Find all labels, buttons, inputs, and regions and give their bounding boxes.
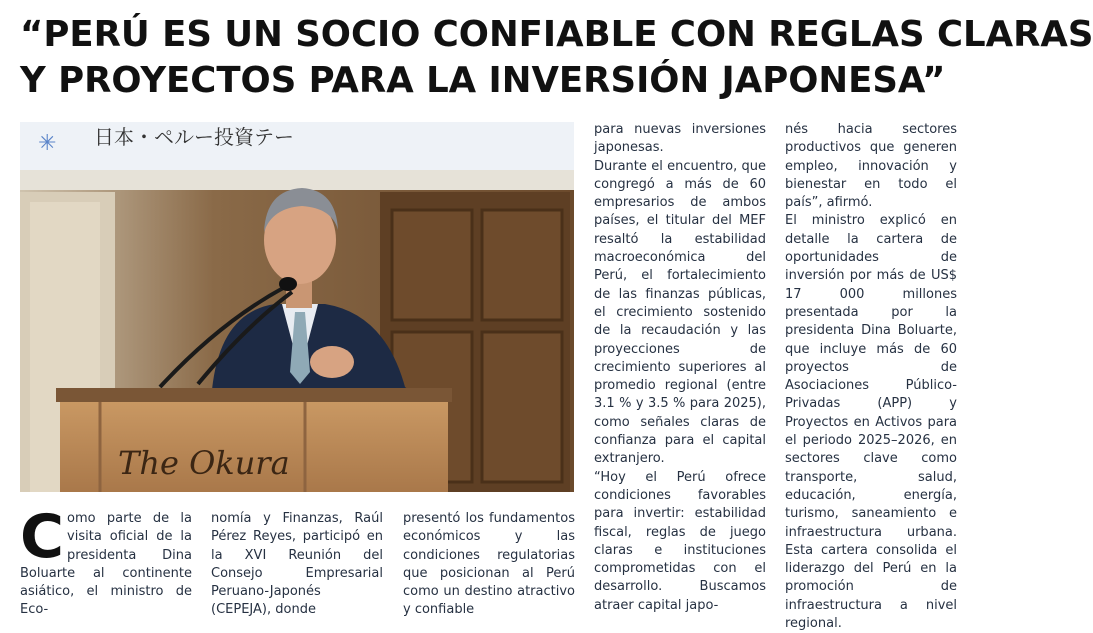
podium-logo: The Okura [118, 444, 290, 482]
paragraph: El ministro explicó en detalle la cartera de oportunidades de inversión por más de US$ 17 000 millones presentada por la presidenta Dina Boluarte, que incluye más de 60 proyectos de Asociaciones Público-Privadas (APP) y Proyectos en Activos para el periodo 2025–2026, en sectores clave como transporte, salud, educación, energía, turismo, saneamiento e infraestructura urbana. Esta cartera consolida el liderazgo del Perú en la promoción de infraestructura a nivel regional. [785, 213, 957, 632]
headline [20, 12, 1093, 104]
paragraph: Durante el encuentro, que congregó a más de 60 empresarios de ambos países, el titular del MEF resaltó la estabilidad macroeconómica del Perú, el fortalecimiento de las finanzas públicas, el crecimiento sostenido de la recaudación y las proyecciones de crecimiento superiores al promedio regional (entre 3.1 % y 3.5 % para 2025), como señales claras de confianza para el capital extranjero. [594, 158, 766, 467]
paragraph: presentó los fundamentos económicos y las condiciones regulatorias que posicionan al Perú como un destino atractivo y confiable [403, 511, 575, 618]
article-photo [20, 122, 574, 492]
paragraph: para nuevas inversiones japonesas. [594, 122, 766, 156]
banner-star-icon: ✳ [38, 130, 57, 155]
article-column-5 [785, 121, 957, 633]
banner-text: 日本・ペルー投資テー [94, 125, 294, 149]
lead-paragraph [20, 502, 192, 620]
article-column-2 [211, 510, 383, 620]
article-column-4 [594, 121, 766, 615]
headline-line-1: “PERÚ ES UN SOCIO CONFIABLE CON REGLAS CLARAS [20, 14, 1093, 55]
article-column-3 [403, 510, 575, 620]
paragraph: nomía y Finanzas, Raúl Pérez Reyes, participó en la XVI Reunión del Consejo Empresarial Peruano-Japonés (CEPEJA), donde [211, 511, 383, 618]
paragraph: nés hacia sectores productivos que generen empleo, innovación y bienestar en todo el país”, afirmó. [785, 122, 957, 211]
drop-cap: C [20, 502, 65, 572]
speaker-at-podium-illustration [20, 122, 574, 492]
lead-text: omo parte de la visita oficial de la presidenta Dina Boluarte al continente asiático, el ministro de Eco- [20, 511, 192, 618]
headline-line-2: Y PROYECTOS PARA LA INVERSIÓN JAPONESA” [20, 60, 946, 101]
article-column-1 [20, 502, 192, 620]
paragraph: “Hoy el Perú ofrece condiciones favorables para invertir: estabilidad fiscal, reglas de juego claras e instituciones comprometidas con el desarrollo. Buscamos atraer capital japo- [594, 469, 766, 613]
